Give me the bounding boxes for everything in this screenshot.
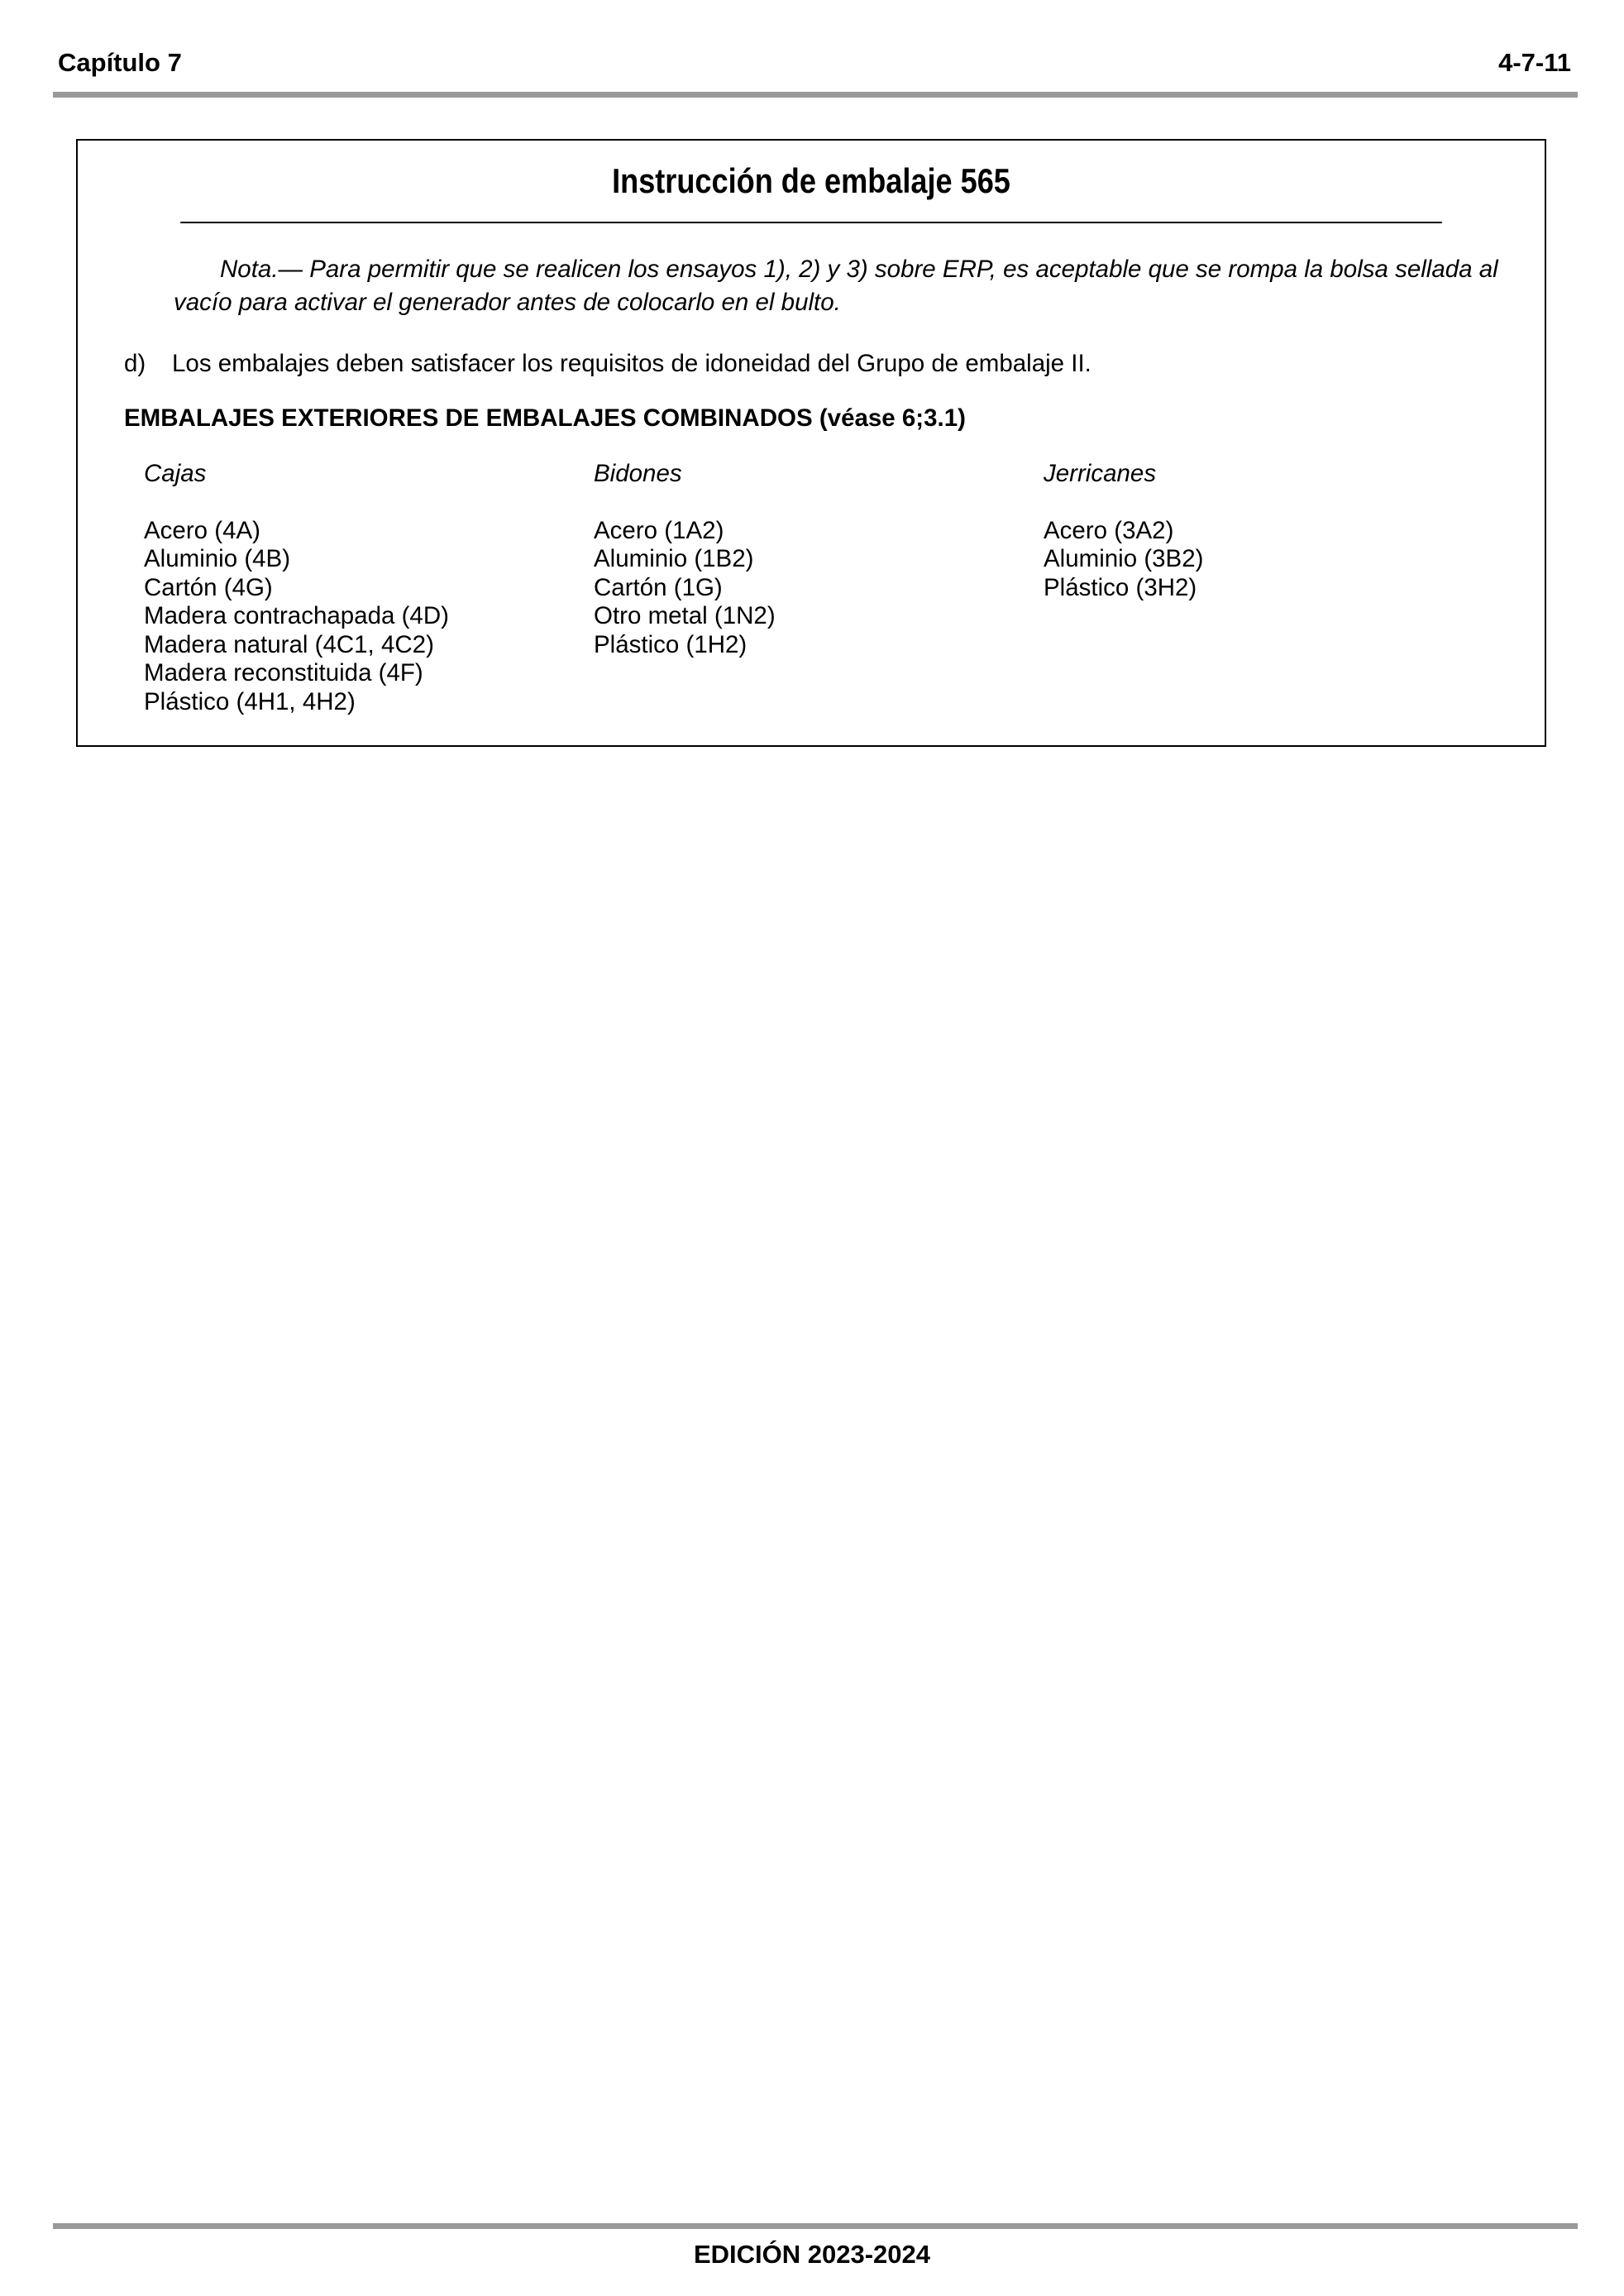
column-heading: Bidones [594,460,682,487]
list-item: Aluminio (3B2) [1044,545,1204,572]
column-heading: Jerricanes [1044,460,1157,487]
list-item: Acero (1A2) [594,516,724,544]
page-number: 4-7-11 [1498,48,1571,77]
edition-footer: EDICIÓN 2023-2024 [693,2240,931,2269]
instruction-title: Instrucción de embalaje 565 [180,141,1442,223]
list-item: Plástico (4H1, 4H2) [144,687,356,715]
page-header [58,48,1571,84]
list-item: Aluminio (4B) [144,545,291,572]
list-item: Acero (3A2) [1044,516,1174,544]
list-item: Otro metal (1N2) [594,602,776,629]
column-bidones [594,460,776,659]
item-text: Los embalajes deben satisfacer los requisitos de idoneidad del Grupo de embalaje II. [172,350,1091,377]
list-item: Madera contrachapada (4D) [144,602,449,629]
header-divider [53,92,1578,98]
column-cajas [144,460,449,716]
list-item: Plástico (1H2) [594,630,748,658]
item-marker: d) [124,350,146,377]
list-item: Acero (4A) [144,516,260,544]
column-jerricanes [1044,460,1203,602]
note-paragraph: Nota.— Para permitir que se realicen los ensayos 1), 2) y 3) sobre ERP, es aceptable que se rompa la bolsa sellada al vacío para activar el generador antes de colocarlo en el bulto. [174,256,1498,316]
column-heading: Cajas [144,460,207,487]
footer-divider [53,2223,1578,2229]
list-item: Cartón (4G) [144,573,273,601]
list-item: Cartón (1G) [594,573,723,601]
outer-packagings-heading: EMBALAJES EXTERIORES DE EMBALAJES COMBINADOS (véase 6;3.1) [124,404,966,432]
list-item: Plástico (3H2) [1044,573,1197,601]
requirement-item-d [124,347,1091,380]
list-item: Madera natural (4C1, 4C2) [144,630,434,658]
list-item: Madera reconstituida (4F) [144,659,423,686]
packing-instruction-box [76,139,1546,747]
list-item: Aluminio (1B2) [594,545,754,572]
chapter-label: Capítulo 7 [58,48,182,77]
